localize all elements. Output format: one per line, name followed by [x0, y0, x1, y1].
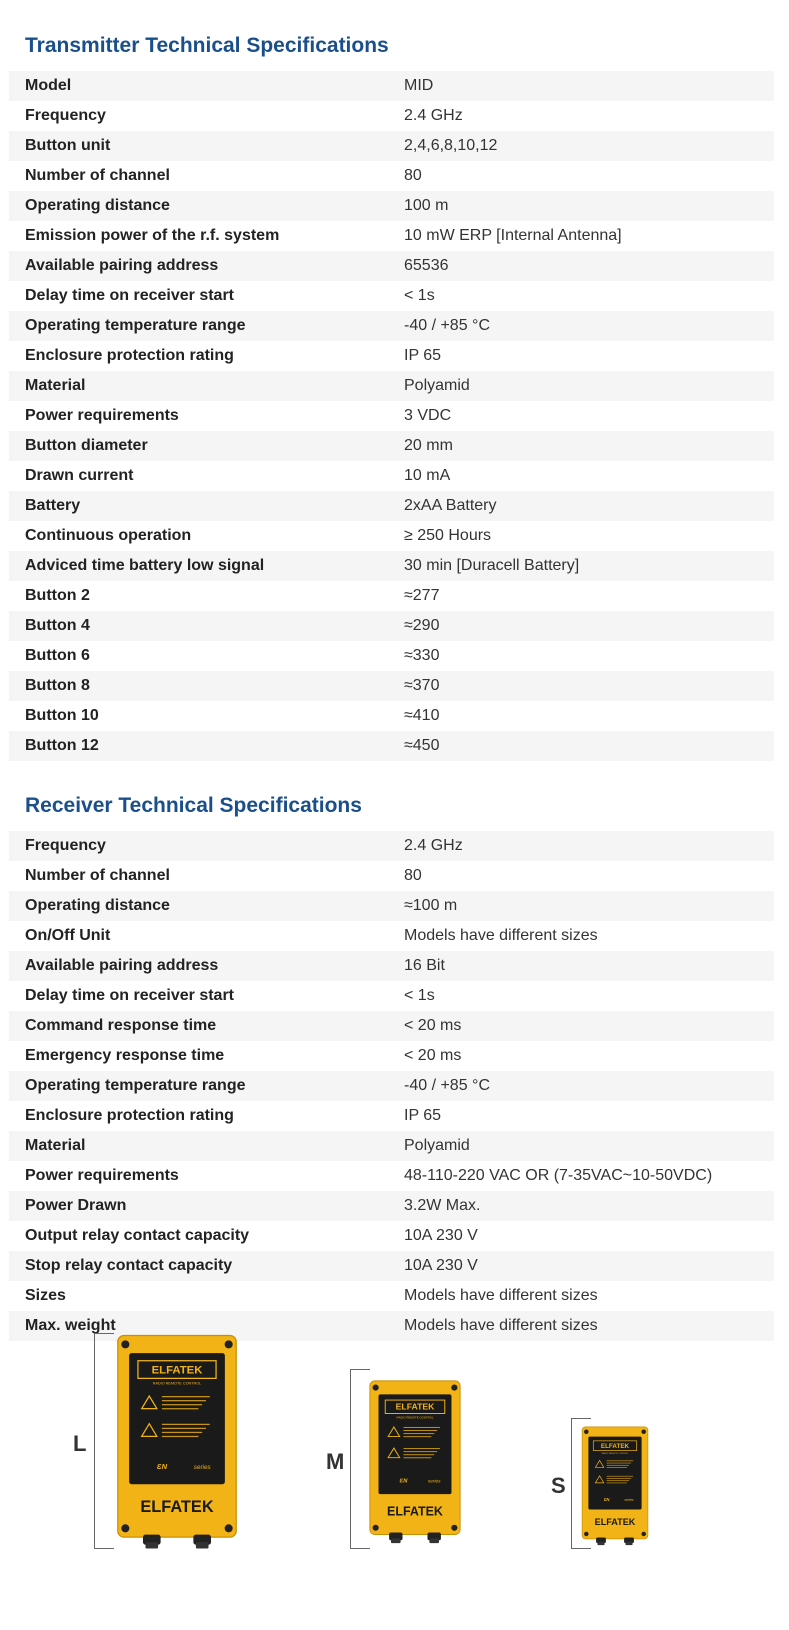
spec-value: 10A 230 V — [404, 1221, 774, 1251]
receiver-box-graphic — [367, 1378, 463, 1546]
spec-label: Button diameter — [9, 431, 404, 461]
svg-text:series: series — [193, 1464, 211, 1472]
spec-row — [9, 431, 774, 461]
spec-value: 16 Bit — [404, 951, 774, 981]
receiver-device-medium — [367, 1378, 463, 1546]
spec-row — [9, 581, 774, 611]
spec-row — [9, 161, 774, 191]
spec-label: Stop relay contact capacity — [9, 1251, 404, 1281]
spec-label: Enclosure protection rating — [9, 1101, 404, 1131]
spec-label: Number of channel — [9, 861, 404, 891]
spec-label: Available pairing address — [9, 951, 404, 981]
spec-value: 100 m — [404, 191, 774, 221]
spec-row — [9, 71, 774, 101]
spec-value: ≈450 — [404, 731, 774, 761]
spec-label: Operating distance — [9, 891, 404, 921]
spec-label: Command response time — [9, 1011, 404, 1041]
spec-row — [9, 281, 774, 311]
brand-logo: ELFATEK — [140, 1497, 214, 1516]
spec-row — [9, 1041, 774, 1071]
spec-value: 3 VDC — [404, 401, 774, 431]
spec-row — [9, 491, 774, 521]
spec-label: Output relay contact capacity — [9, 1221, 404, 1251]
spec-label: Power Drawn — [9, 1191, 404, 1221]
size-label-m: M — [326, 1449, 345, 1474]
spec-value: 48-110-220 VAC OR (7-35VAC~10-50VDC) — [404, 1161, 774, 1191]
svg-text:series: series — [427, 1479, 441, 1485]
spec-row — [9, 1101, 774, 1131]
spec-label: Button 6 — [9, 641, 404, 671]
spec-value: < 20 ms — [404, 1041, 774, 1071]
spec-row — [9, 951, 774, 981]
spec-value: 30 min [Duracell Battery] — [404, 551, 774, 581]
spec-label: Available pairing address — [9, 251, 404, 281]
svg-text:RADIO REMOTE CONTROL: RADIO REMOTE CONTROL — [601, 1453, 629, 1456]
spec-value: 2.4 GHz — [404, 831, 774, 861]
spec-value: 3.2W Max. — [404, 1191, 774, 1221]
spec-label: Drawn current — [9, 461, 404, 491]
spec-label: Battery — [9, 491, 404, 521]
spec-label: Button unit — [9, 131, 404, 161]
spec-label: Continuous operation — [9, 521, 404, 551]
spec-row — [9, 521, 774, 551]
spec-value: Models have different sizes — [404, 1281, 774, 1311]
spec-row — [9, 981, 774, 1011]
spec-value: ≈410 — [404, 701, 774, 731]
spec-value: ≥ 250 Hours — [404, 521, 774, 551]
spec-value: ≈330 — [404, 641, 774, 671]
spec-row — [9, 1011, 774, 1041]
spec-label: On/Off Unit — [9, 921, 404, 951]
spec-value: ≈277 — [404, 581, 774, 611]
spec-label: Material — [9, 1131, 404, 1161]
spec-label: Button 12 — [9, 731, 404, 761]
size-label-l: L — [73, 1431, 87, 1456]
spec-label: Model — [9, 71, 404, 101]
spec-value: Polyamid — [404, 1131, 774, 1161]
svg-text:RADIO REMOTE CONTROL: RADIO REMOTE CONTROL — [152, 1381, 202, 1386]
spec-row — [9, 1071, 774, 1101]
spec-row — [9, 1131, 774, 1161]
spec-value: IP 65 — [404, 1101, 774, 1131]
receiver-device-small — [580, 1425, 650, 1547]
receiver-spec-table — [9, 831, 774, 1341]
spec-label: Material — [9, 371, 404, 401]
spec-label: Button 2 — [9, 581, 404, 611]
spec-label: Operating temperature range — [9, 311, 404, 341]
spec-row — [9, 341, 774, 371]
spec-label: Frequency — [9, 831, 404, 861]
receiver-title: Receiver Technical Specifications — [25, 794, 362, 817]
spec-value: < 20 ms — [404, 1011, 774, 1041]
spec-row — [9, 611, 774, 641]
spec-value: 65536 — [404, 251, 774, 281]
spec-row — [9, 641, 774, 671]
spec-label: Number of channel — [9, 161, 404, 191]
svg-text:RADIO REMOTE CONTROL: RADIO REMOTE CONTROL — [396, 1415, 434, 1420]
svg-text:series: series — [624, 1498, 634, 1503]
spec-value: ≈290 — [404, 611, 774, 641]
spec-row — [9, 831, 774, 861]
spec-value: 2.4 GHz — [404, 101, 774, 131]
svg-text:ƐN: ƐN — [399, 1478, 408, 1485]
spec-row — [9, 921, 774, 951]
spec-value: < 1s — [404, 281, 774, 311]
spec-label: Button 8 — [9, 671, 404, 701]
size-bracket-l — [94, 1333, 114, 1549]
spec-row — [9, 461, 774, 491]
spec-label: Power requirements — [9, 401, 404, 431]
spec-value: -40 / +85 °C — [404, 311, 774, 341]
spec-row — [9, 731, 774, 761]
spec-row — [9, 311, 774, 341]
spec-value: 10A 230 V — [404, 1251, 774, 1281]
spec-value: ≈100 m — [404, 891, 774, 921]
spec-row — [9, 1221, 774, 1251]
size-label-s: S — [551, 1473, 566, 1498]
spec-row — [9, 1281, 774, 1311]
svg-text:ƐN: ƐN — [603, 1497, 610, 1503]
spec-row — [9, 701, 774, 731]
spec-label: Button 4 — [9, 611, 404, 641]
spec-value: MID — [404, 71, 774, 101]
spec-label: Emergency response time — [9, 1041, 404, 1071]
spec-row — [9, 131, 774, 161]
spec-label: Frequency — [9, 101, 404, 131]
spec-value: IP 65 — [404, 341, 774, 371]
spec-label: Max. weight — [9, 1311, 404, 1341]
spec-row — [9, 1161, 774, 1191]
spec-value: 10 mA — [404, 461, 774, 491]
spec-value: < 1s — [404, 981, 774, 1011]
spec-value: Polyamid — [404, 371, 774, 401]
spec-value: 2xAA Battery — [404, 491, 774, 521]
spec-value: 2,4,6,8,10,12 — [404, 131, 774, 161]
spec-label: Delay time on receiver start — [9, 981, 404, 1011]
spec-value: 80 — [404, 861, 774, 891]
spec-row — [9, 1191, 774, 1221]
spec-row — [9, 371, 774, 401]
spec-label: Button 10 — [9, 701, 404, 731]
spec-label: Power requirements — [9, 1161, 404, 1191]
receiver-box-graphic — [114, 1333, 240, 1551]
spec-label: Operating distance — [9, 191, 404, 221]
label-logo: ELFATEK — [395, 1401, 435, 1412]
spec-label: Adviced time battery low signal — [9, 551, 404, 581]
spec-value: ≈370 — [404, 671, 774, 701]
spec-value: 20 mm — [404, 431, 774, 461]
spec-row — [9, 861, 774, 891]
spec-value: Models have different sizes — [404, 921, 774, 951]
spec-row — [9, 221, 774, 251]
brand-logo: ELFATEK — [387, 1504, 443, 1519]
svg-text:ƐN: ƐN — [156, 1462, 168, 1472]
brand-logo: ELFATEK — [594, 1516, 636, 1527]
spec-row — [9, 401, 774, 431]
spec-value: 10 mW ERP [Internal Antenna] — [404, 221, 774, 251]
transmitter-spec-table — [9, 71, 774, 761]
receiver-box-graphic — [580, 1425, 650, 1547]
receiver-size-gallery — [0, 1364, 789, 1630]
spec-label: Enclosure protection rating — [9, 341, 404, 371]
label-logo: ELFATEK — [151, 1364, 203, 1377]
label-logo: ELFATEK — [600, 1442, 630, 1450]
spec-row — [9, 191, 774, 221]
spec-row — [9, 101, 774, 131]
spec-row — [9, 551, 774, 581]
spec-row — [9, 1251, 774, 1281]
spec-row — [9, 671, 774, 701]
spec-row — [9, 891, 774, 921]
spec-label: Sizes — [9, 1281, 404, 1311]
spec-value: -40 / +85 °C — [404, 1071, 774, 1101]
spec-label: Emission power of the r.f. system — [9, 221, 404, 251]
spec-label: Operating temperature range — [9, 1071, 404, 1101]
receiver-device-large — [114, 1333, 240, 1551]
spec-label: Delay time on receiver start — [9, 281, 404, 311]
spec-value: 80 — [404, 161, 774, 191]
spec-row — [9, 251, 774, 281]
spec-value: Models have different sizes — [404, 1311, 774, 1341]
transmitter-title: Transmitter Technical Specifications — [25, 34, 389, 57]
